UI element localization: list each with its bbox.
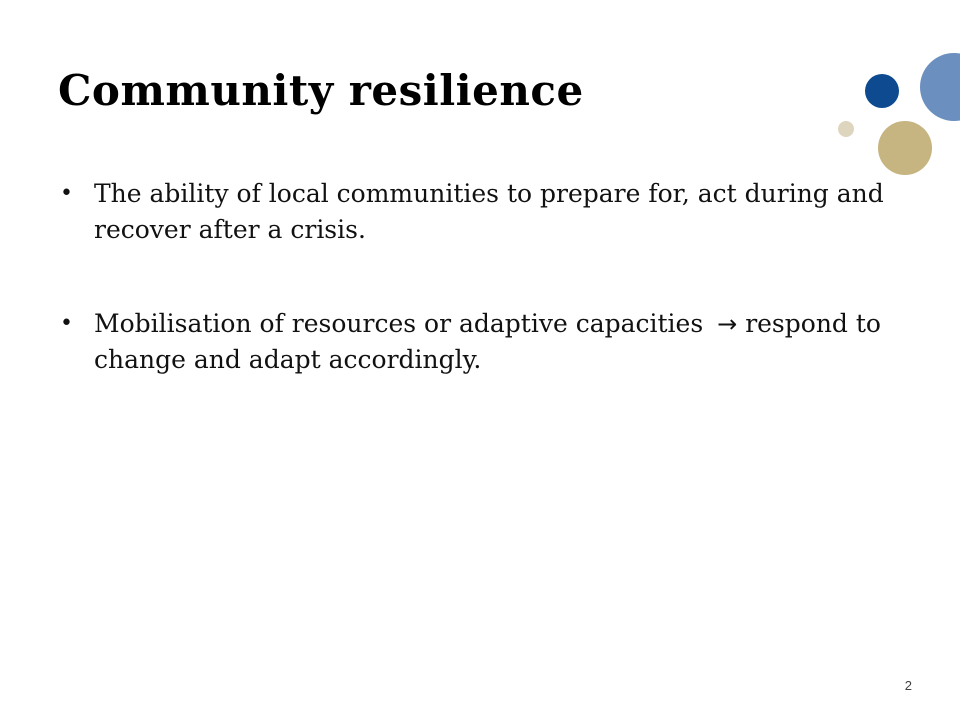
bullet-marker: •: [60, 181, 73, 206]
bullet-item: [60, 176, 910, 248]
bullet-text: The ability of local communities to prepare for, act during and recover after a crisis.: [94, 179, 884, 244]
decorative-circle-cream: [838, 121, 854, 137]
slide-title: Community resilience: [58, 66, 584, 115]
decorative-circle-gold: [878, 121, 932, 175]
bullet-text-continued: respond to change and adapt accordingly.: [94, 309, 881, 374]
bullet-item: [60, 306, 910, 378]
decorative-circle-large-blue: [920, 53, 960, 121]
decorative-circle-navy: [865, 74, 899, 108]
page-number: 2: [904, 678, 912, 693]
arrow-right-icon: →: [717, 310, 738, 338]
bullet-marker: •: [60, 311, 73, 336]
bullet-text: Mobilisation of resources or adaptive capacities: [94, 309, 704, 338]
bullet-list: [60, 176, 910, 378]
